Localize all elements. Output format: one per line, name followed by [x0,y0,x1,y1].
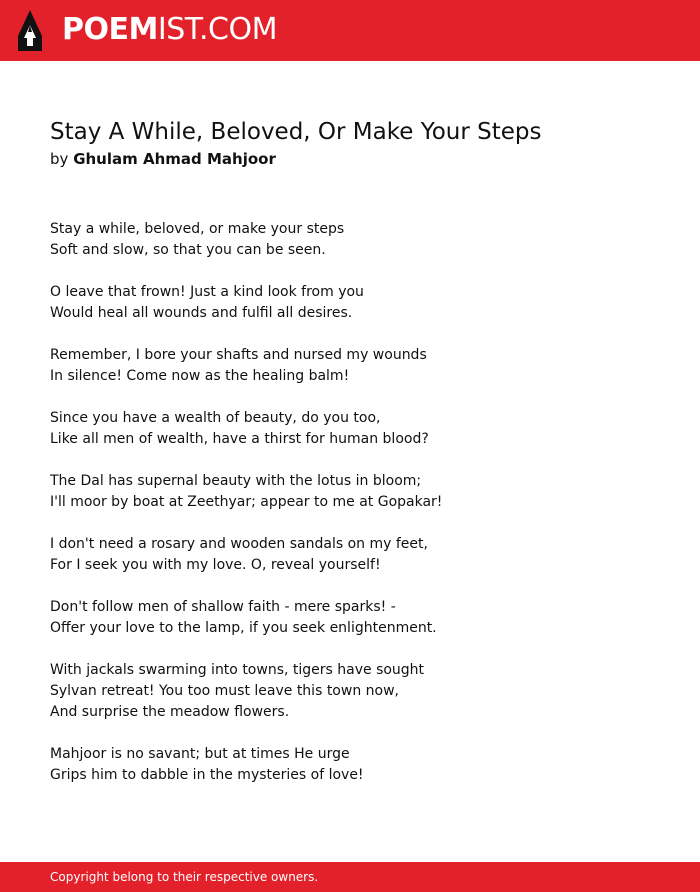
poem-line: Like all men of wealth, have a thirst for human blood? [50,431,429,447]
by-label: by [50,150,69,168]
poem-stanza [50,660,670,723]
poem-byline [50,149,276,169]
poem-title: Stay A While, Beloved, Or Make Your Steps [50,119,542,145]
poem-line: Sylvan retreat! You too must leave this town now, [50,683,399,699]
poem-line: I don't need a rosary and wooden sandals on my feet, [50,536,428,552]
poem-stanza [50,219,670,261]
poem-line: Would heal all wounds and fulfil all desires. [50,305,353,321]
copyright-notice: Copyright belong to their respective owners. [50,870,319,884]
poem-line: The Dal has supernal beauty with the lotus in bloom; [50,473,422,489]
poem-line: O leave that frown! Just a kind look from you [50,284,364,300]
logo-brand-bold: POEM [62,12,158,47]
poem-line: Mahjoor is no savant; but at times He urge [50,746,350,762]
site-logo-link[interactable] [62,12,277,48]
poem-line: In silence! Come now as the healing balm! [50,368,350,384]
poem-stanza [50,282,670,324]
poem-stanza [50,408,670,450]
poem-line: Stay a while, beloved, or make your steps [50,221,345,237]
poem-stanza [50,744,670,786]
poem-line: For I seek you with my love. O, reveal yourself! [50,557,381,573]
poem-stanza [50,471,670,513]
pen-nib-icon [18,10,42,51]
poem-line: Don't follow men of shallow faith - mere sparks! - [50,599,396,615]
poem-stanza [50,534,670,576]
logo-brand-light: IST.COM [157,12,277,47]
poem-line: Remember, I bore your shafts and nursed my wounds [50,347,427,363]
poem-line: And surprise the meadow flowers. [50,704,290,720]
poem-line: Since you have a wealth of beauty, do you too, [50,410,381,426]
poem-stanza [50,597,670,639]
site-footer [0,862,700,892]
poem-line: With jackals swarming into towns, tigers have sought [50,662,425,678]
site-header [0,0,700,61]
poem-author: Ghulam Ahmad Mahjoor [73,150,276,168]
poem-body [50,219,670,807]
poem-line: Grips him to dabble in the mysteries of love! [50,767,364,783]
poem-line: I'll moor by boat at Zeethyar; appear to me at Gopakar! [50,494,443,510]
poem-line: Soft and slow, so that you can be seen. [50,242,326,258]
poem-stanza [50,345,670,387]
poem-line: Offer your love to the lamp, if you seek enlightenment. [50,620,437,636]
